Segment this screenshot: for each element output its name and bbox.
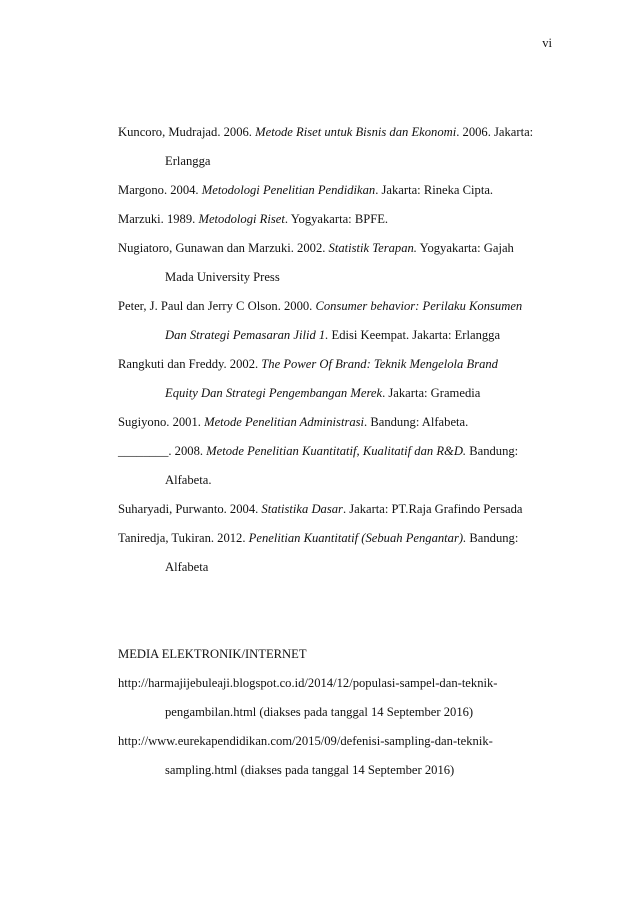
reference-text: . Jakarta: PT.Raja Grafindo Persada bbox=[342, 502, 523, 516]
reference-entry bbox=[118, 234, 558, 292]
reference-text: Sugiyono. 2001. bbox=[118, 415, 205, 429]
reference-text: sampling.html (diakses pada tanggal 14 September 2016) bbox=[165, 763, 455, 777]
reference-title: Equity Dan Strategi Pengembangan Merek bbox=[165, 386, 383, 400]
reference-text: http://www.eurekapendidikan.com/2015/09/defenisi-sampling-dan-teknik- bbox=[118, 734, 493, 748]
reference-entry bbox=[118, 437, 558, 495]
reference-text: Bandung: bbox=[466, 531, 519, 545]
reference-text: . Yogyakarta: BPFE. bbox=[284, 212, 389, 226]
reference-title: Dan Strategi Pemasaran Jilid 1. bbox=[165, 328, 329, 342]
reference-text: Taniredja, Tukiran. 2012. bbox=[118, 531, 249, 545]
bibliography bbox=[118, 118, 558, 785]
section-spacer bbox=[118, 582, 558, 640]
reference-title: Statistika Dasar bbox=[261, 502, 343, 516]
reference-text: ________. 2008. bbox=[118, 444, 207, 458]
reference-title: Metode Penelitian Administrasi bbox=[204, 415, 365, 429]
reference-text: Suharyadi, Purwanto. 2004. bbox=[118, 502, 262, 516]
reference-text: . Jakarta: Rineka Cipta. bbox=[375, 183, 494, 197]
reference-title: Metode Riset untuk Bisnis dan Ekonomi bbox=[255, 125, 457, 139]
reference-entry bbox=[118, 669, 558, 727]
reference-title: The Power Of Brand: Teknik Mengelola Brand bbox=[261, 357, 498, 371]
reference-title: Metodologi Riset bbox=[198, 212, 285, 226]
reference-title: Penelitian Kuantitatif (Sebuah Pengantar). bbox=[248, 531, 467, 545]
reference-text: http://harmajijebuleaji.blogspot.co.id/2014/12/populasi-sampel-dan-teknik- bbox=[118, 676, 498, 690]
reference-text: Kuncoro, Mudrajad. 2006. bbox=[118, 125, 256, 139]
reference-text: Margono. 2004. bbox=[118, 183, 202, 197]
reference-text: Mada University Press bbox=[165, 270, 280, 284]
reference-text: Marzuki. 1989. bbox=[118, 212, 199, 226]
reference-entry bbox=[118, 495, 558, 524]
reference-entry bbox=[118, 118, 558, 176]
reference-text: pengambilan.html (diakses pada tanggal 14 September 2016) bbox=[165, 705, 474, 719]
reference-text: Bandung: bbox=[466, 444, 519, 458]
reference-entry bbox=[118, 350, 558, 408]
reference-text: Peter, J. Paul dan Jerry C Olson. 2000. bbox=[118, 299, 316, 313]
reference-entry bbox=[118, 176, 558, 205]
reference-text: . Jakarta: Gramedia bbox=[382, 386, 481, 400]
reference-text: Edisi Keempat. Jakarta: Erlangga bbox=[328, 328, 501, 342]
reference-text: . Bandung: Alfabeta. bbox=[364, 415, 469, 429]
reference-text: Nugiatoro, Gunawan dan Marzuki. 2002. bbox=[118, 241, 329, 255]
reference-text: Yogyakarta: Gajah bbox=[416, 241, 514, 255]
reference-entry bbox=[118, 408, 558, 437]
reference-entry bbox=[118, 727, 558, 785]
reference-text: . 2006. Jakarta: bbox=[456, 125, 534, 139]
reference-title: Statistik Terapan. bbox=[328, 241, 417, 255]
reference-list bbox=[118, 118, 558, 582]
reference-title: Consumer behavior: Perilaku Konsumen bbox=[315, 299, 523, 313]
section-title: MEDIA ELEKTRONIK/INTERNET bbox=[118, 647, 307, 661]
reference-title: Metodologi Penelitian Pendidikan bbox=[201, 183, 376, 197]
reference-text: Alfabeta bbox=[165, 560, 209, 574]
internet-reference-list bbox=[118, 669, 558, 785]
reference-entry bbox=[118, 205, 558, 234]
reference-entry bbox=[118, 524, 558, 582]
reference-text: Alfabeta. bbox=[165, 473, 212, 487]
page-number: vi bbox=[542, 36, 552, 50]
reference-entry bbox=[118, 292, 558, 350]
reference-text: Erlangga bbox=[165, 154, 211, 168]
reference-title: Metode Penelitian Kuantitatif, Kualitatif dan R&D. bbox=[206, 444, 467, 458]
reference-text: Rangkuti dan Freddy. 2002. bbox=[118, 357, 262, 371]
